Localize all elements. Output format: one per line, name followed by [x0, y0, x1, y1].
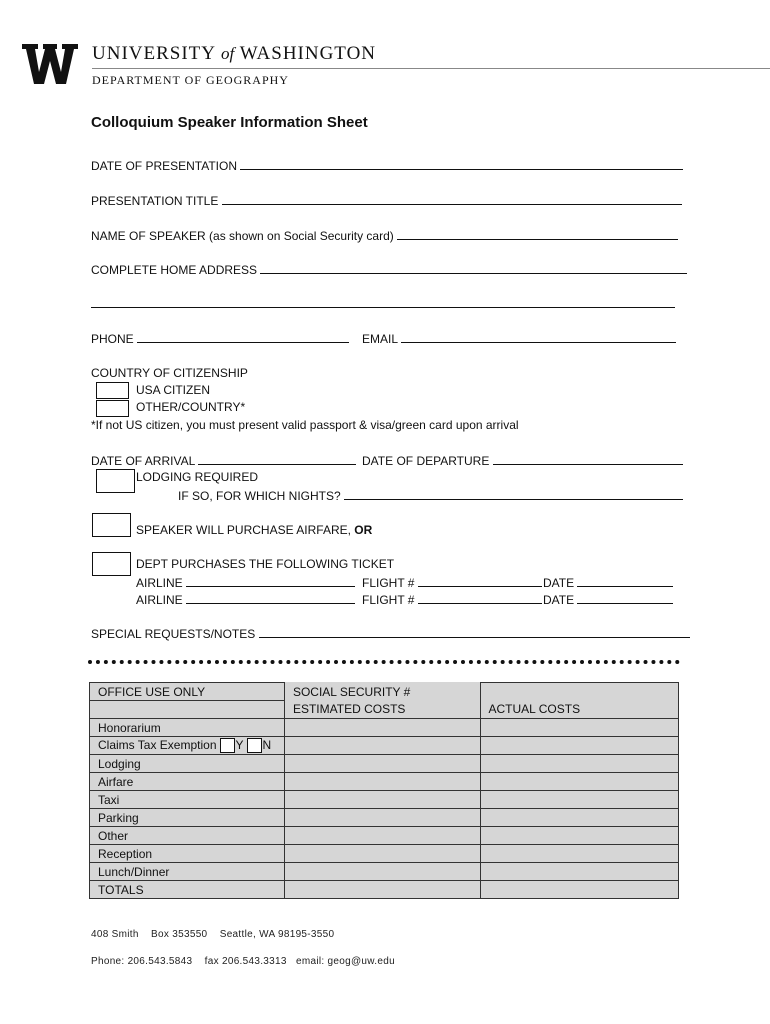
table-row: [90, 791, 679, 809]
airline-field-2[interactable]: [186, 592, 355, 604]
special-requests-label: SPECIAL REQUESTS/NOTES: [91, 627, 256, 641]
no-label: N: [262, 737, 272, 752]
row-label: Lunch/Dinner: [90, 863, 285, 881]
which-nights-row: [178, 488, 683, 503]
estimated-cell[interactable]: [284, 845, 480, 863]
uw-logo-w: [22, 44, 78, 84]
table-row: [90, 719, 679, 737]
actual-cell[interactable]: [480, 845, 678, 863]
table-header-row: [90, 683, 679, 701]
dept-ticket-label: DEPT PURCHASES THE FOLLOWING TICKET: [136, 557, 395, 571]
office-use-only-cell: OFFICE USE ONLY: [90, 683, 285, 701]
dept-ticket-checkbox[interactable]: [92, 552, 131, 576]
estimated-cell[interactable]: [284, 773, 480, 791]
department-name: DEPARTMENT OF GEOGRAPHY: [92, 73, 289, 87]
flight-label: FLIGHT #: [362, 593, 415, 607]
phone-field[interactable]: [137, 331, 349, 343]
presentation-title-field[interactable]: [222, 193, 682, 205]
actual-cell[interactable]: [480, 737, 678, 755]
row-label: Honorarium: [90, 719, 285, 737]
home-address-field[interactable]: [260, 262, 687, 274]
claims-tax-cell: [90, 737, 285, 755]
arrival-row: [91, 453, 356, 468]
presentation-title-label: PRESENTATION TITLE: [91, 194, 219, 208]
date-of-presentation-label: DATE OF PRESENTATION: [91, 159, 238, 173]
flight-label: FLIGHT #: [362, 576, 415, 590]
presentation-title-row: [91, 193, 682, 208]
actual-cell[interactable]: [480, 791, 678, 809]
row-label: Reception: [90, 845, 285, 863]
estimated-cell[interactable]: [284, 719, 480, 737]
estimated-cell[interactable]: [284, 809, 480, 827]
date-field-1[interactable]: [577, 575, 673, 587]
home-address-label: COMPLETE HOME ADDRESS: [91, 263, 258, 277]
actual-cell[interactable]: [480, 809, 678, 827]
estimated-cell[interactable]: [284, 755, 480, 773]
home-address-row: [91, 262, 687, 277]
ssn-label-cell: SOCIAL SECURITY #: [284, 683, 480, 701]
row-label: Other: [90, 827, 285, 845]
lodging-required-checkbox[interactable]: [96, 469, 135, 493]
flight-row-1: [362, 575, 542, 590]
citizenship-label: COUNTRY OF CITIZENSHIP: [91, 366, 248, 380]
university-name: UNIVERSITY of WASHINGTON: [92, 43, 377, 64]
departure-field[interactable]: [493, 453, 683, 465]
totals-label: TOTALS: [90, 881, 285, 899]
date-label: DATE: [543, 593, 575, 607]
row-label: Airfare: [90, 773, 285, 791]
row-label: Lodging: [90, 755, 285, 773]
table-row: [90, 755, 679, 773]
special-requests-row: [91, 626, 690, 641]
table-row: [90, 845, 679, 863]
departure-label: DATE OF DEPARTURE: [362, 454, 490, 468]
date-row-1: [543, 575, 673, 590]
dotted-separator: [88, 660, 680, 664]
airline-row-1: [136, 575, 355, 590]
actual-cell[interactable]: [480, 827, 678, 845]
airline-row-2: [136, 592, 355, 607]
speaker-airfare-label: SPEAKER WILL PURCHASE AIRFARE, OR: [136, 523, 373, 537]
yes-label: Y: [235, 737, 244, 752]
table-row: [90, 809, 679, 827]
table-row: [90, 737, 679, 755]
estimated-cell[interactable]: [284, 881, 480, 899]
citizenship-note: *If not US citizen, you must present valid passport & visa/green card upon arrival: [91, 418, 519, 432]
speaker-airfare-checkbox[interactable]: [92, 513, 131, 537]
phone-label: PHONE: [91, 332, 134, 346]
departure-row: [362, 453, 683, 468]
actual-cell[interactable]: [480, 755, 678, 773]
table-header-row: [90, 701, 679, 719]
header-divider: [92, 68, 770, 69]
lodging-required-label: LODGING REQUIRED: [136, 470, 259, 484]
speaker-name-row: [91, 228, 678, 243]
flight-row-2: [362, 592, 542, 607]
arrival-field[interactable]: [198, 453, 356, 465]
estimated-cell[interactable]: [284, 791, 480, 809]
office-use-table: [89, 682, 679, 899]
phone-row: [91, 331, 349, 346]
email-row: [362, 331, 676, 346]
actual-cell[interactable]: [480, 773, 678, 791]
tax-yes-checkbox[interactable]: [220, 738, 235, 753]
table-row: [90, 863, 679, 881]
date-field-2[interactable]: [577, 592, 673, 604]
email-label: EMAIL: [362, 332, 398, 346]
actual-cell[interactable]: [480, 863, 678, 881]
airline-label: AIRLINE: [136, 593, 183, 607]
email-field[interactable]: [401, 331, 676, 343]
actual-cell[interactable]: [480, 881, 678, 899]
airline-field-1[interactable]: [186, 575, 355, 587]
which-nights-field[interactable]: [344, 488, 683, 500]
other-country-label: OTHER/COUNTRY*: [136, 400, 246, 414]
row-label: Parking: [90, 809, 285, 827]
estimated-costs-header: ESTIMATED COSTS: [284, 701, 480, 719]
speaker-name-field[interactable]: [397, 228, 678, 240]
flight-field-2[interactable]: [418, 592, 542, 604]
table-row: [90, 773, 679, 791]
header-blank-cell: [90, 701, 285, 719]
header-blank-cell: [480, 683, 678, 701]
other-country-checkbox[interactable]: [96, 400, 129, 417]
estimated-cell[interactable]: [284, 863, 480, 881]
airline-label: AIRLINE: [136, 576, 183, 590]
estimated-cell[interactable]: [284, 737, 480, 755]
form-title: Colloquium Speaker Information Sheet: [91, 114, 368, 131]
home-address-row-2: [91, 296, 675, 311]
estimated-cell[interactable]: [284, 827, 480, 845]
date-of-presentation-row: [91, 158, 683, 173]
claims-tax-label: Claims Tax Exemption: [98, 737, 217, 752]
date-label: DATE: [543, 576, 575, 590]
table-row: [90, 881, 679, 899]
home-address-field-2[interactable]: [91, 296, 675, 308]
row-label: Taxi: [90, 791, 285, 809]
tax-no-checkbox[interactable]: [247, 738, 262, 753]
which-nights-label: IF SO, FOR WHICH NIGHTS?: [178, 489, 341, 503]
usa-citizen-label: USA CITIZEN: [136, 383, 211, 397]
speaker-name-label: NAME OF SPEAKER (as shown on Social Security card): [91, 229, 394, 243]
date-row-2: [543, 592, 673, 607]
usa-citizen-checkbox[interactable]: [96, 382, 129, 399]
special-requests-field[interactable]: [259, 626, 690, 638]
footer-address: 408 Smith Box 353550 Seattle, WA 98195-3550: [91, 929, 335, 940]
arrival-label: DATE OF ARRIVAL: [91, 454, 195, 468]
date-of-presentation-field[interactable]: [240, 158, 683, 170]
flight-field-1[interactable]: [418, 575, 542, 587]
actual-cell[interactable]: [480, 719, 678, 737]
footer-contact: Phone: 206.543.5843 fax 206.543.3313 email: geog@uw.edu: [91, 956, 395, 967]
table-row: [90, 827, 679, 845]
actual-costs-header: ACTUAL COSTS: [480, 701, 678, 719]
